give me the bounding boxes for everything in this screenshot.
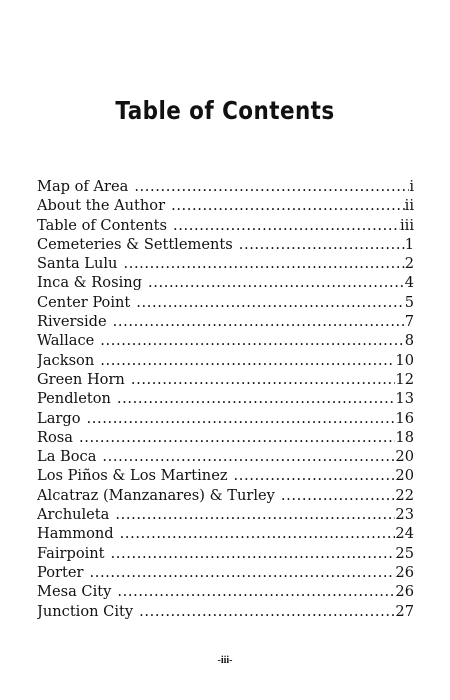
toc-entry xyxy=(37,409,414,428)
toc-entry-page-number: iii xyxy=(399,216,414,234)
toc-entry-page-number: 1 xyxy=(404,235,414,253)
toc-entry xyxy=(37,254,414,273)
toc-dot-leader xyxy=(173,216,400,235)
toc-entry-title: Junction City xyxy=(37,602,134,620)
toc-entry-title: La Boca xyxy=(37,448,97,466)
toc-entry-page-number: 7 xyxy=(404,313,414,331)
page-title: Table of Contents xyxy=(115,96,335,125)
toc-dot-leader xyxy=(120,524,396,543)
toc-entry-page-number: 26 xyxy=(395,583,414,601)
toc-entry-title: Santa Lulu xyxy=(37,255,118,273)
toc-entry xyxy=(37,370,414,389)
toc-entry-page-number: 25 xyxy=(395,544,414,562)
toc-entry-page-number: 13 xyxy=(395,390,414,408)
toc-entry-title: Fairpoint xyxy=(37,544,105,562)
toc-dot-leader xyxy=(139,602,395,621)
toc-entry-page-number: 8 xyxy=(404,332,414,350)
toc-entry-page-number: 4 xyxy=(404,274,414,292)
toc-entry xyxy=(37,428,414,447)
toc-entry xyxy=(37,486,414,505)
toc-entry-title: Cemeteries & Settlements xyxy=(37,235,233,253)
toc-entry-title: Riverside xyxy=(37,313,107,331)
toc-entry-page-number: 20 xyxy=(395,467,414,485)
toc-entry-page-number: 5 xyxy=(404,293,414,311)
toc-entry xyxy=(37,389,414,408)
toc-dot-leader xyxy=(136,293,404,312)
toc-entry-title: Hammond xyxy=(37,525,114,543)
toc-entry xyxy=(37,216,414,235)
toc-dot-leader xyxy=(113,312,405,331)
toc-entry-title: Porter xyxy=(37,563,84,581)
toc-entry-title: Mesa City xyxy=(37,583,112,601)
toc-entry xyxy=(37,196,414,215)
toc-entry-title: Inca & Rosing xyxy=(37,274,142,292)
toc-entry-title: Pendleton xyxy=(37,390,111,408)
toc-entry xyxy=(37,235,414,254)
toc-entry-page-number: 26 xyxy=(395,563,414,581)
toc-dot-leader xyxy=(102,447,395,466)
toc-entry-title: Map of Area xyxy=(37,178,129,195)
toc-entry xyxy=(37,351,414,370)
toc-dot-leader xyxy=(79,428,395,447)
toc-entry-title: Largo xyxy=(37,409,81,427)
toc-entry-page-number: 23 xyxy=(395,506,414,524)
page-number: -iii- xyxy=(217,655,233,666)
toc-dot-leader xyxy=(123,254,404,273)
toc-dot-leader xyxy=(87,409,396,428)
toc-dot-leader xyxy=(234,466,396,485)
toc-entry-title: Table of Contents xyxy=(37,216,168,234)
toc-entry xyxy=(37,544,414,563)
toc-entry xyxy=(37,312,414,331)
toc-entry-page-number: 16 xyxy=(395,409,414,427)
toc-dot-leader xyxy=(239,235,405,254)
toc-dot-leader xyxy=(100,351,395,370)
toc-entry-title: About the Author xyxy=(37,197,166,215)
toc-entry-page-number: 2 xyxy=(404,255,414,273)
toc-entry xyxy=(37,177,414,196)
toc-entry-page-number: ii xyxy=(404,197,414,215)
toc-dot-leader xyxy=(117,389,396,408)
toc-entry xyxy=(37,563,414,582)
toc-entry-title: Wallace xyxy=(37,332,95,350)
toc-entry-page-number: i xyxy=(409,178,414,195)
toc-dot-leader xyxy=(148,273,405,292)
toc-entry-page-number: 22 xyxy=(395,486,414,504)
toc-entry xyxy=(37,273,414,292)
toc-entry-page-number: 10 xyxy=(395,351,414,369)
toc-entry-page-number: 24 xyxy=(395,525,414,543)
toc-entry-title: Archuleta xyxy=(37,506,110,524)
toc-entry-page-number: 27 xyxy=(395,602,414,620)
toc-dot-leader xyxy=(100,331,404,350)
toc-entry xyxy=(37,524,414,543)
toc-entry xyxy=(37,331,414,350)
toc-dot-leader xyxy=(115,505,395,524)
toc-entry xyxy=(37,293,414,312)
toc-dot-leader xyxy=(131,370,396,389)
toc-dot-leader xyxy=(117,582,395,601)
toc-dot-leader xyxy=(281,486,396,505)
toc-dot-leader xyxy=(171,196,405,215)
toc-entry-title: Green Horn xyxy=(37,370,125,388)
table-of-contents-list xyxy=(37,177,414,621)
toc-entry xyxy=(37,466,414,485)
toc-entry xyxy=(37,582,414,601)
toc-entry-page-number: 18 xyxy=(395,428,414,446)
toc-dot-leader xyxy=(134,177,409,196)
toc-dot-leader xyxy=(89,563,395,582)
toc-entry xyxy=(37,505,414,524)
toc-entry-page-number: 12 xyxy=(395,370,414,388)
toc-entry-title: Jackson xyxy=(37,351,95,369)
toc-entry-title: Rosa xyxy=(37,428,73,446)
toc-entry xyxy=(37,602,414,621)
toc-entry-title: Center Point xyxy=(37,293,131,311)
toc-dot-leader xyxy=(111,544,396,563)
toc-entry-title: Alcatraz (Manzanares) & Turley xyxy=(37,486,275,504)
toc-entry-title: Los Piños & Los Martinez xyxy=(37,467,228,485)
toc-entry-page-number: 20 xyxy=(395,448,414,466)
toc-entry xyxy=(37,447,414,466)
